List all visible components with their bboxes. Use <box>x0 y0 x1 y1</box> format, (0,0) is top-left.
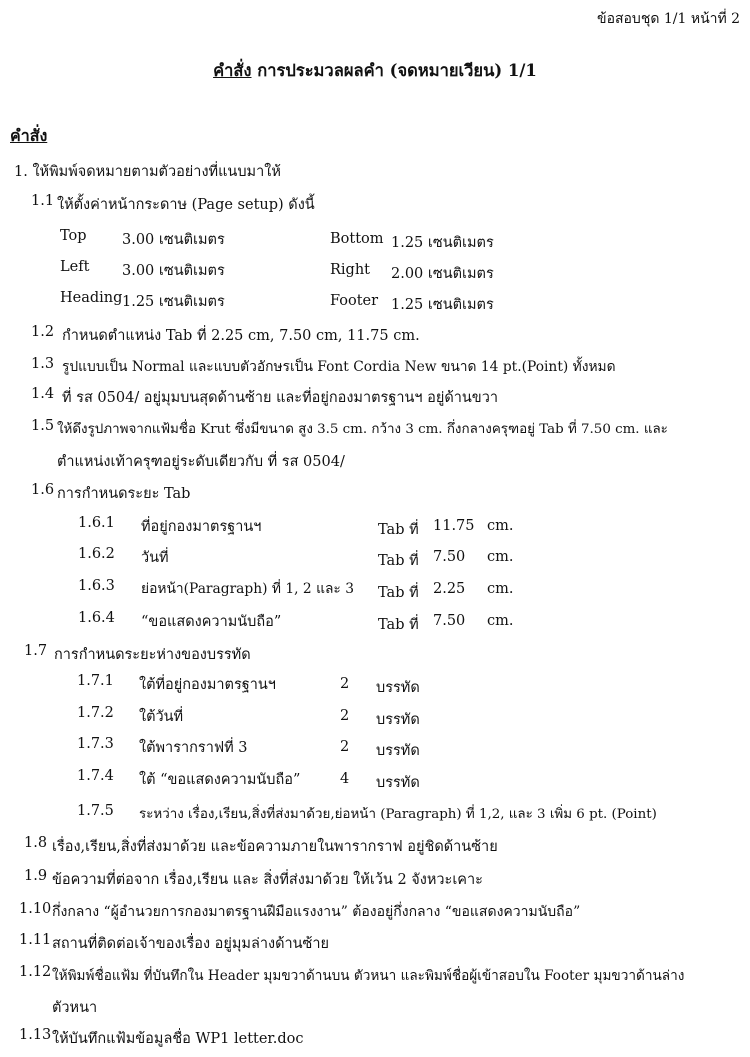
margin-heading-value: 1.25 เซนติเมตร <box>122 294 225 310</box>
item-1-11-text: สถานที่ติดต่อเจ้าของเรื่อง อยู่มุมล่างด้านซ้าย <box>52 936 330 952</box>
item-1-6-text: การกำหนดระยะ Tab <box>57 486 191 502</box>
title-main: การประมวลผลคำ (จดหมายเวียน) 1/1 <box>251 61 537 80</box>
item-1-12-line-2: ตัวหนา <box>52 1000 98 1016</box>
margin-heading-label: Heading <box>60 290 123 306</box>
item-1-1-text: ให้ตั้งค่าหน้ากระดาษ (Page setup) ดังนี้ <box>57 197 315 213</box>
spacing-item-unit: บรรทัด <box>376 743 420 759</box>
tab-item-unit: cm. <box>487 613 514 629</box>
tab-item-value: 7.50 <box>433 613 466 629</box>
tab-item-unit: cm. <box>487 581 514 597</box>
margin-footer-label: Footer <box>330 293 379 309</box>
spacing-item-value: 4 <box>340 771 350 787</box>
tab-item-tab: Tab ที่ <box>378 553 419 569</box>
margin-footer-value: 1.25 เซนติเมตร <box>391 297 494 313</box>
item-1-3-text: รูปแบบเป็น Normal และแบบตัวอักษรเป็น Font Cordia New ขนาด 14 pt.(Point) ทั้งหมด <box>62 359 616 375</box>
item-1-6-number: 1.6 <box>31 482 55 498</box>
item-1-12-number: 1.12 <box>19 964 52 980</box>
spacing-item-number: 1.7.2 <box>77 705 114 721</box>
margin-right-value: 2.00 เซนติเมตร <box>391 266 494 282</box>
item-1-4-number: 1.4 <box>31 386 55 402</box>
item-1-7-5-number: 1.7.5 <box>77 803 114 819</box>
item-1-7-5-text: ระหว่าง เรื่อง,เรียน,สิ่งที่ส่งมาด้วย,ย่อหน้า (Paragraph) ที่ 1,2, และ 3 เพิ่ม 6 pt. (Point) <box>139 807 657 822</box>
tab-item-number: 1.6.1 <box>78 515 115 531</box>
tab-item-label: วันที่ <box>141 550 169 566</box>
item-1-10-text: กึ่งกลาง “ผู้อำนวยการกองมาตรฐานฝีมือแรงงาน” ต้องอยู่กึ่งกลาง “ขอแสดงความนับถือ” <box>52 904 581 920</box>
tab-item-value: 2.25 <box>433 581 466 597</box>
item-1-13-text: ให้บันทึกแฟ้มข้อมูลชื่อ WP1 letter.doc <box>52 1031 304 1047</box>
spacing-item-number: 1.7.4 <box>77 768 114 784</box>
tab-item-number: 1.6.4 <box>78 610 115 626</box>
item-1-2-text: กำหนดตำแหน่ง Tab ที่ 2.25 cm, 7.50 cm, 11.75 cm. <box>62 328 420 344</box>
spacing-item-value: 2 <box>340 676 350 692</box>
margin-right-label: Right <box>330 262 371 278</box>
spacing-item-value: 2 <box>340 739 350 755</box>
item-1-7-text: การกำหนดระยะห่างของบรรทัด <box>54 647 251 663</box>
margin-bottom-value: 1.25 เซนติเมตร <box>391 235 494 251</box>
item-1-4-text: ที่ รส 0504/ อยู่มุมบนสุดด้านซ้าย และที่อยู่กองมาตรฐานฯ อยู่ด้านขวา <box>62 390 499 406</box>
item-1-8-text: เรื่อง,เรียน,สิ่งที่ส่งมาด้วย และข้อความภายในพารากราฟ อยู่ชิดด้านซ้าย <box>52 839 498 855</box>
item-1-12-line-1: ให้พิมพ์ชื่อแฟ้ม ที่บันทึกใน Header มุมขวาด้านบน ตัวหนา และพิมพ์ชื่อผู้เข้าสอบใน Footer มุมขวาด้านล่าง <box>52 968 685 984</box>
tab-item-unit: cm. <box>487 518 514 534</box>
item-1-1-number: 1.1 <box>31 193 55 209</box>
tab-item-unit: cm. <box>487 549 514 565</box>
tab-item-tab: Tab ที่ <box>378 522 419 538</box>
spacing-item-number: 1.7.3 <box>77 736 114 752</box>
item-1-9-text: ข้อความที่ต่อจาก เรื่อง,เรียน และ สิ่งที่ส่งมาด้วย ให้เว้น 2 จังหวะเคาะ <box>52 872 483 888</box>
section-heading: คำสั่ง <box>10 126 48 145</box>
tab-item-label: ที่อยู่กองมาตรฐานฯ <box>141 519 262 535</box>
tab-item-value: 11.75 <box>433 518 475 534</box>
spacing-item-value: 2 <box>340 708 350 724</box>
spacing-item-label: ใต้วันที่ <box>139 709 184 725</box>
spacing-item-label: ใต้พารากราฟที่ 3 <box>139 740 248 756</box>
margin-left-value: 3.00 เซนติเมตร <box>122 263 225 279</box>
margin-left-label: Left <box>60 259 90 275</box>
document-title <box>0 58 750 84</box>
item-1-7-number: 1.7 <box>24 643 48 659</box>
item-1-5-number: 1.5 <box>31 418 55 434</box>
item-1-9-number: 1.9 <box>24 868 48 884</box>
item-1-11-number: 1.11 <box>19 932 52 948</box>
spacing-item-label: ใต้ที่อยู่กองมาตรฐานฯ <box>139 677 276 693</box>
item-1-5-line-2: ตำแหน่งเท้าครุฑอยู่ระดับเดียวกับ ที่ รส 0504/ <box>57 454 345 470</box>
title-prefix: คำสั่ง <box>213 61 252 80</box>
tab-item-number: 1.6.3 <box>78 578 115 594</box>
tab-item-tab: Tab ที่ <box>378 617 419 633</box>
item-1-5-line-1: ให้ดึงรูปภาพจากแฟ้มชื่อ Krut ซึ่งมีขนาด สูง 3.5 cm. กว้าง 3 cm. กึ่งกลางครุฑอยู่ Tab ที่ 7.50 cm. และ <box>57 422 668 437</box>
spacing-item-unit: บรรทัด <box>376 775 420 791</box>
item-1-8-number: 1.8 <box>24 835 48 851</box>
spacing-item-unit: บรรทัด <box>376 712 420 728</box>
tab-item-value: 7.50 <box>433 549 466 565</box>
item-1-2-number: 1.2 <box>31 324 55 340</box>
tab-item-label: “ขอแสดงความนับถือ” <box>141 614 282 630</box>
item-1-3-number: 1.3 <box>31 356 55 372</box>
page-header: ข้อสอบชุด 1/1 หน้าที่ 2 <box>597 11 741 27</box>
item-1: 1. ให้พิมพ์จดหมายตามตัวอย่างที่แนบมาให้ <box>14 164 281 180</box>
spacing-item-number: 1.7.1 <box>77 673 114 689</box>
spacing-item-unit: บรรทัด <box>376 680 420 696</box>
tab-item-label: ย่อหน้า(Paragraph) ที่ 1, 2 และ 3 <box>141 581 354 597</box>
tab-item-number: 1.6.2 <box>78 546 115 562</box>
margin-top-label: Top <box>60 228 87 244</box>
item-1-10-number: 1.10 <box>19 901 52 917</box>
tab-item-tab: Tab ที่ <box>378 585 419 601</box>
spacing-item-label: ใต้ “ขอแสดงความนับถือ” <box>139 772 301 788</box>
margin-bottom-label: Bottom <box>330 231 384 247</box>
item-1-13-number: 1.13 <box>19 1027 52 1043</box>
margin-top-value: 3.00 เซนติเมตร <box>122 232 225 248</box>
